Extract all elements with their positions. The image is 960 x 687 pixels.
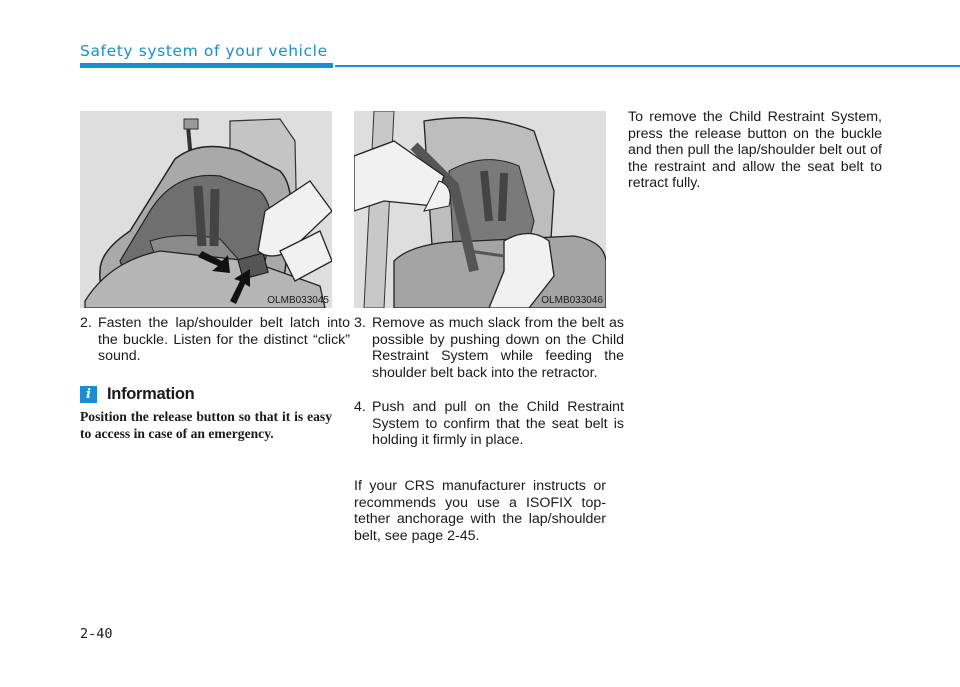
- isofix-paragraph: If your CRS manufacturer instructs or recommends you use a ISOFIX top-tether anchorage with the lap/shoulder belt, see page 2-45.: [354, 478, 606, 544]
- removal-paragraph: To remove the Child Restraint System, press the release button on the buckle and then pull the lap/shoulder belt out of the restraint and allow the seat belt to retract fully.: [628, 109, 882, 191]
- figure-fasten-belt: [80, 111, 332, 308]
- step-number: 4.: [354, 399, 366, 415]
- header-rule-thick: [80, 63, 333, 68]
- step-4: [354, 399, 624, 449]
- figure-code: OLMB033045: [267, 295, 329, 306]
- information-heading: [80, 385, 194, 404]
- page-number: 2-40: [80, 626, 113, 642]
- header-rule-thin: [335, 65, 960, 67]
- step-text: Fasten the lap/shoulder belt latch into the buckle. Listen for the distinct “click” sound.: [98, 315, 350, 364]
- information-body: Position the release button so that it is easy to access in case of an emergency.: [80, 409, 332, 441]
- info-icon: i: [80, 386, 97, 403]
- step-number: 2.: [80, 315, 92, 331]
- child-seat-buckle-illustration: [80, 111, 332, 308]
- step-number: 3.: [354, 315, 366, 331]
- figure-code: OLMB033046: [541, 295, 603, 306]
- child-seat-tighten-illustration: [354, 111, 606, 308]
- step-text: Push and pull on the Child Restraint System to confirm that the seat belt is holding it firmly in place.: [372, 399, 624, 448]
- step-3: [354, 315, 624, 381]
- figure-remove-slack: [354, 111, 606, 308]
- step-text: Remove as much slack from the belt as possible by pushing down on the Child Restraint System while feeding the shoulder belt back into the retractor.: [372, 315, 624, 381]
- section-title: Safety system of your vehicle: [80, 42, 328, 60]
- information-title: Information: [107, 385, 195, 403]
- step-2: [80, 315, 350, 365]
